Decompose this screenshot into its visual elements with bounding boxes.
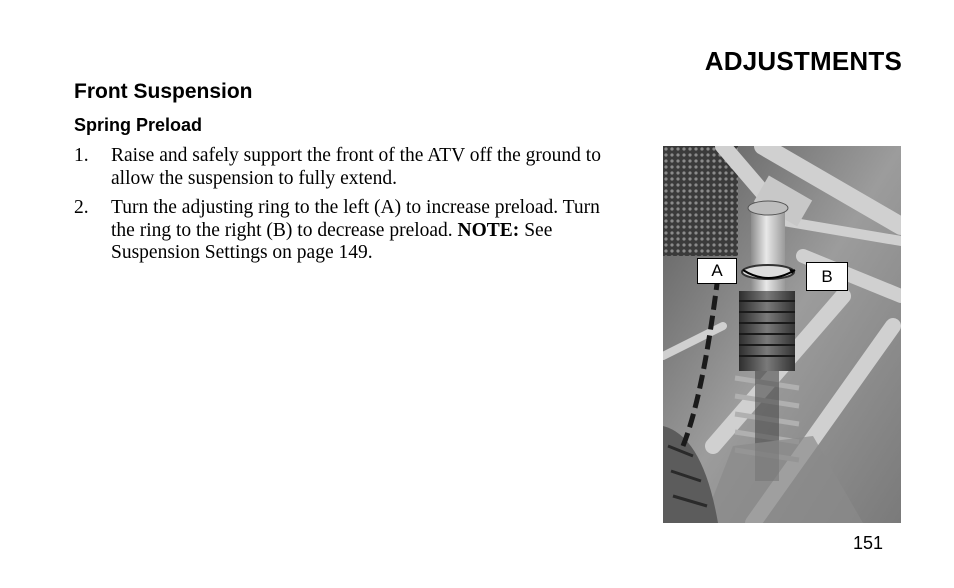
step-text: Raise and safely support the front of the ATV off the ground to allow the suspension to fully extend. <box>111 145 601 189</box>
instruction-steps <box>74 145 604 272</box>
page-header-title: ADJUSTMENTS <box>704 46 902 76</box>
adjusting-ring <box>742 265 794 279</box>
section-title: Front Suspension <box>74 80 253 103</box>
step-item <box>74 197 604 265</box>
step-number: 2. <box>74 197 89 218</box>
callout-label-a: A <box>697 258 737 284</box>
step-number: 1. <box>74 145 89 166</box>
shock-boot <box>739 291 795 371</box>
step-text-note: See Suspension Settings on page 149. <box>111 219 553 263</box>
note-label: NOTE: <box>457 219 520 241</box>
callout-label-b: B <box>806 262 848 291</box>
suspension-photo <box>663 146 901 523</box>
page-number: 151 <box>853 533 884 553</box>
step-text: Turn the adjusting ring to the left (A) to increase preload. Turn the ring to the right (B) to decrease preload. <box>111 197 600 241</box>
shock-body <box>751 206 785 301</box>
suspension-illustration <box>663 146 901 523</box>
section-subtitle: Spring Preload <box>74 115 203 135</box>
step-item <box>74 145 604 190</box>
